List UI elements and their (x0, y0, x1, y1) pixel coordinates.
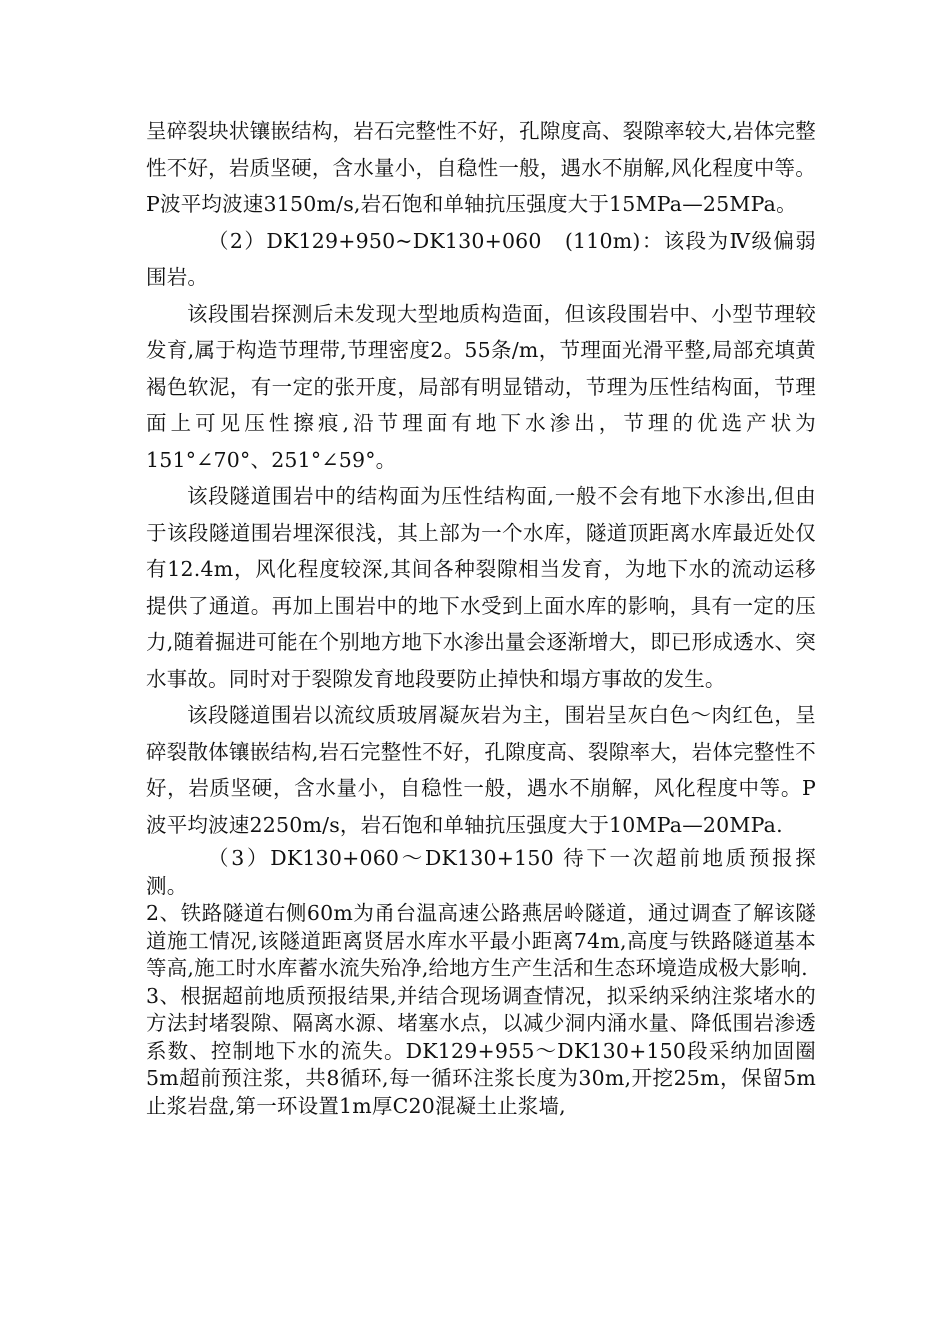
paragraph-rock-condition-continued: 呈碎裂块状镶嵌结构，岩石完整性不好，孔隙度高、裂隙率较大,岩体完整性不好，岩质坚硬，含水量小，自稳性一般，遇水不崩解,风化程度中等。P波平均波速3150m/s,岩石饱和单轴抗压强度大于15MPa—25MPa。 (146, 119, 816, 216)
paragraph-grouting-plan: 3、根据超前地质预报结果,并结合现场调查情况，拟采纳采纳注浆堵水的方法封堵裂隙、隔离水源、堵塞水点，以减少洞内涌水量、降低围岩渗透系数、控制地下水的流失。DK129+955～DK130+150段采纳加固圈5m超前预注浆，共8循环,每一循环注浆长度为30m,开挖25m，保留5m止浆岩盘,第一环设置1m厚C20混凝土止浆墙, (146, 983, 816, 1118)
paragraph-reservoir-risk: 该段隧道围岩中的结构面为压性结构面,一般不会有地下水渗出,但由于该段隧道围岩埋深很浅，其上部为一个水库，隧道顶距离水库最近处仅有12.4m，风化程度较深,其间各种裂隙相当发育，为地下水的流动运移提供了通道。再加上围岩中的地下水受到上面水库的影响，具有一定的压力,随着掘进可能在个别地方地下水渗出量会逐渐增大，即已形成透水、突水事故。同时对于裂隙发育地段要防止掉快和塌方事故的发生。 (146, 484, 816, 691)
paragraph-joint-description: 该段围岩探测后未发现大型地质构造面，但该段围岩中、小型节理较发育,属于构造节理带,节理密度2。55条/m，节理面光滑平整,局部充填黄褐色软泥，有一定的张开度，局部有明显错动，节理为压性结构面，节理面上可见压性擦痕,沿节理面有地下水渗出，节理的优选产状为151°∠70°、251°∠59°。 (146, 301, 816, 472)
paragraph-highway-tunnel: 2、铁路隧道右侧60m为甬台温高速公路燕居岭隧道，通过调查了解该隧道施工情况,该隧道距离贤居水库水平最小距离74m,高度与铁路隧道基本等高,施工时水库蓄水流失殆净,给地方生产生活和生态环境造成极大影响. (146, 901, 816, 980)
document-body (146, 113, 816, 1120)
paragraph-rock-type: 该段隧道围岩以流纹质玻屑凝灰岩为主，围岩呈灰白色～肉红色，呈碎裂散体镶嵌结构,岩石完整性不好，孔隙度高、裂隙率大，岩体完整性不好，岩质坚硬，含水量小，自稳性一般，遇水不崩解，风化程度中等。P波平均波速2250m/s，岩石饱和单轴抗压强度大于10MPa—20MPa. (146, 703, 816, 837)
paragraph-section-3-heading: （3）DK130+060～DK130+150 待下一次超前地质预报探测。 (146, 846, 816, 898)
paragraph-section-2-heading: （2）DK129+950~DK130+060 (110m)：该段为Ⅳ级偏弱围岩。 (146, 228, 816, 289)
